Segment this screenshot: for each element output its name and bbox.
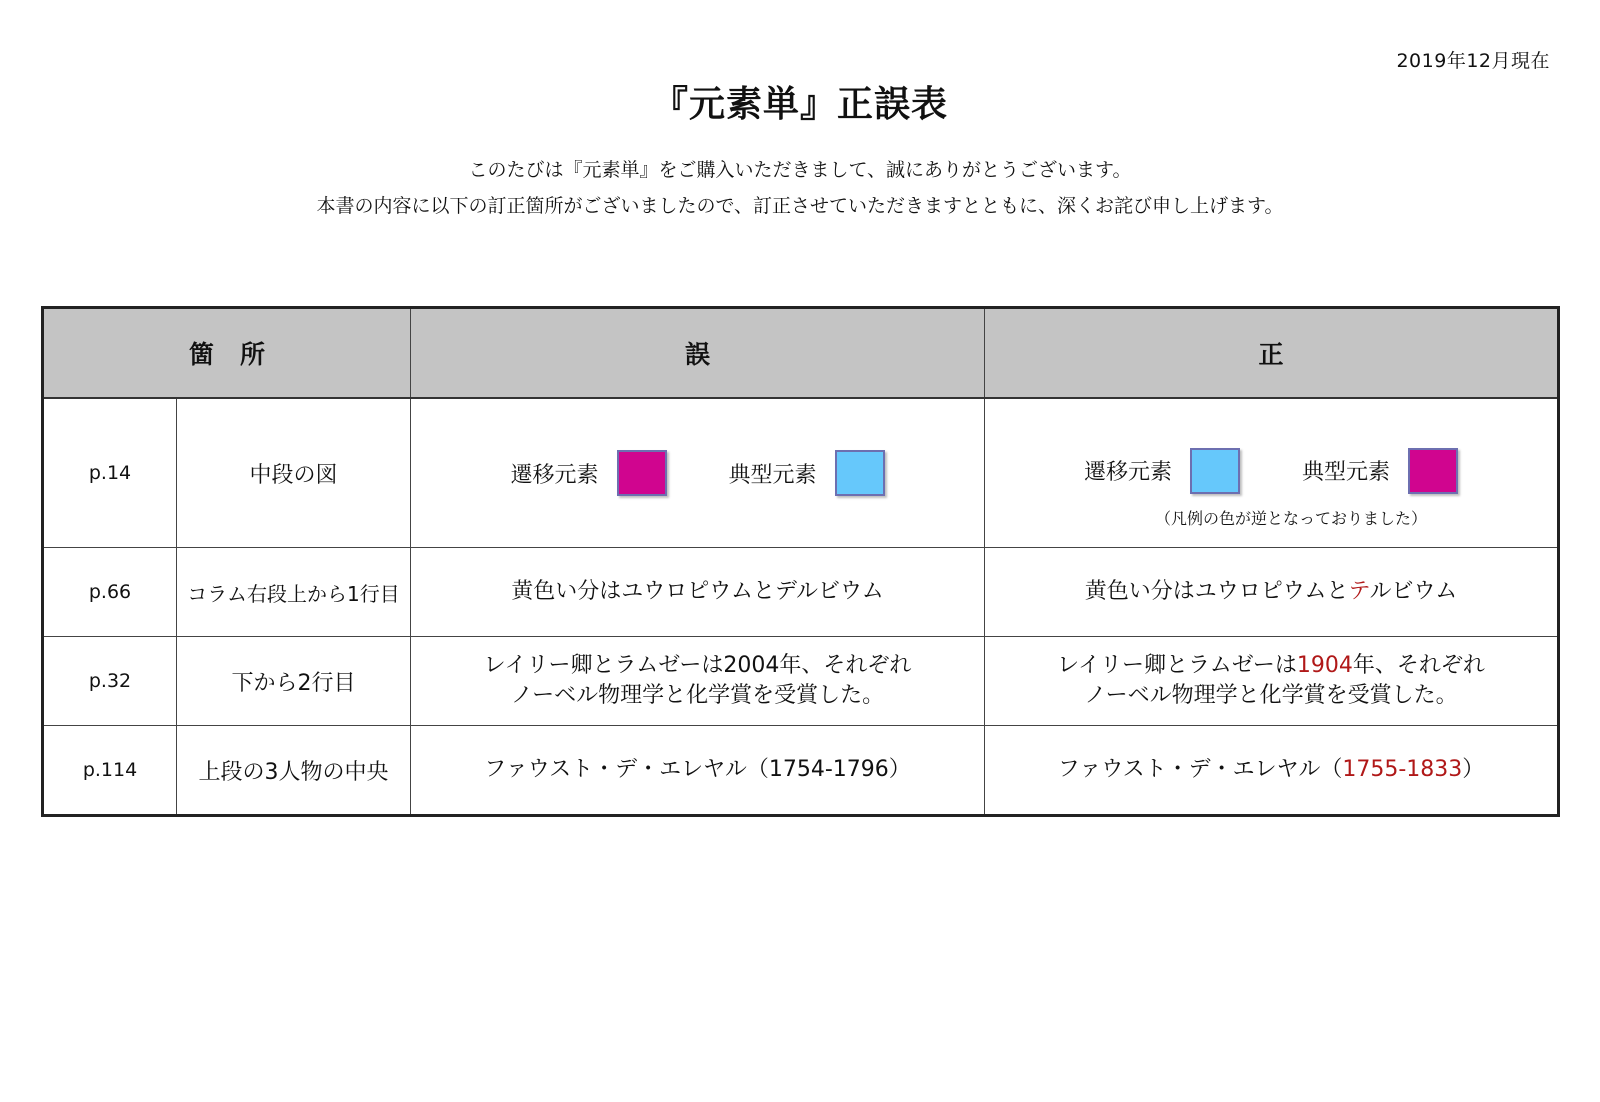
cell-wrong	[411, 398, 985, 548]
cell-page: p.14	[43, 398, 177, 548]
text-segment: ）	[1462, 757, 1485, 782]
intro-line-1: このたびは『元素単』をご購入いただきまして、誠にありがとうございます。	[468, 159, 1132, 181]
text-segment: ファウスト・デ・エレヤル（	[1057, 757, 1343, 782]
intro-text	[0, 152, 1600, 224]
legend-label: 遷移元素	[510, 462, 599, 488]
text-segment: レイリー卿とラムゼーは	[1057, 653, 1297, 678]
color-swatch	[617, 450, 667, 496]
intro-line-2: 本書の内容に以下の訂正箇所がございましたので、訂正させていただきますとともに、深くお詫び申し上げます。	[316, 195, 1284, 217]
cell-location: 上段の3人物の中央	[177, 726, 411, 816]
errata-table	[41, 306, 1560, 817]
text-line: ノーベル物理学と化学賞を受賞した。	[1084, 683, 1458, 708]
table-header-row	[43, 308, 1559, 399]
cell-location: 下から2行目	[177, 637, 411, 726]
table-row	[43, 637, 1559, 726]
text-line	[985, 651, 1557, 681]
legend-note: （凡例の色が逆となっておりました）	[1154, 508, 1427, 528]
page-title: 『元素単』正誤表	[651, 84, 948, 125]
table-row	[43, 548, 1559, 637]
text-line: ノーベル物理学と化学賞を受賞した。	[510, 683, 885, 708]
text-line: レイリー卿とラムゼーは2004年、それぞれ	[483, 653, 912, 678]
cell-correct	[985, 726, 1559, 816]
cell-wrong: 黄色い分はユウロピウムとデルビウム	[411, 548, 985, 637]
header-correct: 正	[985, 308, 1559, 399]
cell-wrong: ファウスト・デ・エレヤル（1754-1796）	[411, 726, 985, 816]
date-stamp: 2019年12月現在	[1396, 50, 1550, 72]
cell-location: 中段の図	[177, 398, 411, 548]
legend-label: 遷移元素	[1083, 460, 1172, 485]
legend-wrong	[411, 450, 984, 496]
cell-correct	[985, 548, 1559, 637]
header-wrong: 誤	[411, 308, 985, 399]
cell-page: p.32	[43, 637, 177, 726]
cell-location: コラム右段上から1行目	[177, 548, 411, 637]
legend-item-typical	[729, 450, 885, 496]
corrected-text: 1755-1833	[1342, 757, 1463, 782]
table-row	[43, 726, 1559, 816]
cell-correct	[985, 398, 1559, 548]
text-segment: ルビウム	[1369, 579, 1458, 604]
legend-correct	[985, 448, 1557, 494]
color-swatch	[835, 450, 885, 496]
legend-item-transition	[1084, 448, 1240, 494]
legend-label: 典型元素	[728, 462, 817, 488]
text-segment: 黄色い分はユウロピウムと	[1084, 579, 1349, 604]
cell-correct	[985, 637, 1559, 726]
corrected-text: 1904	[1296, 653, 1353, 678]
header-location-char1: 箇	[188, 340, 214, 369]
legend-label: 典型元素	[1302, 460, 1391, 485]
cell-wrong	[411, 637, 985, 726]
cell-page: p.66	[43, 548, 177, 637]
table-row	[43, 398, 1559, 548]
header-location-char2: 所	[240, 340, 266, 369]
color-swatch	[1408, 448, 1458, 494]
legend-item-typical	[1302, 448, 1458, 494]
header-location	[43, 308, 411, 399]
color-swatch	[1190, 448, 1240, 494]
corrected-text: テ	[1348, 579, 1370, 604]
text-segment: 年、それぞれ	[1352, 653, 1485, 678]
cell-page: p.114	[43, 726, 177, 816]
legend-item-transition	[510, 450, 666, 496]
